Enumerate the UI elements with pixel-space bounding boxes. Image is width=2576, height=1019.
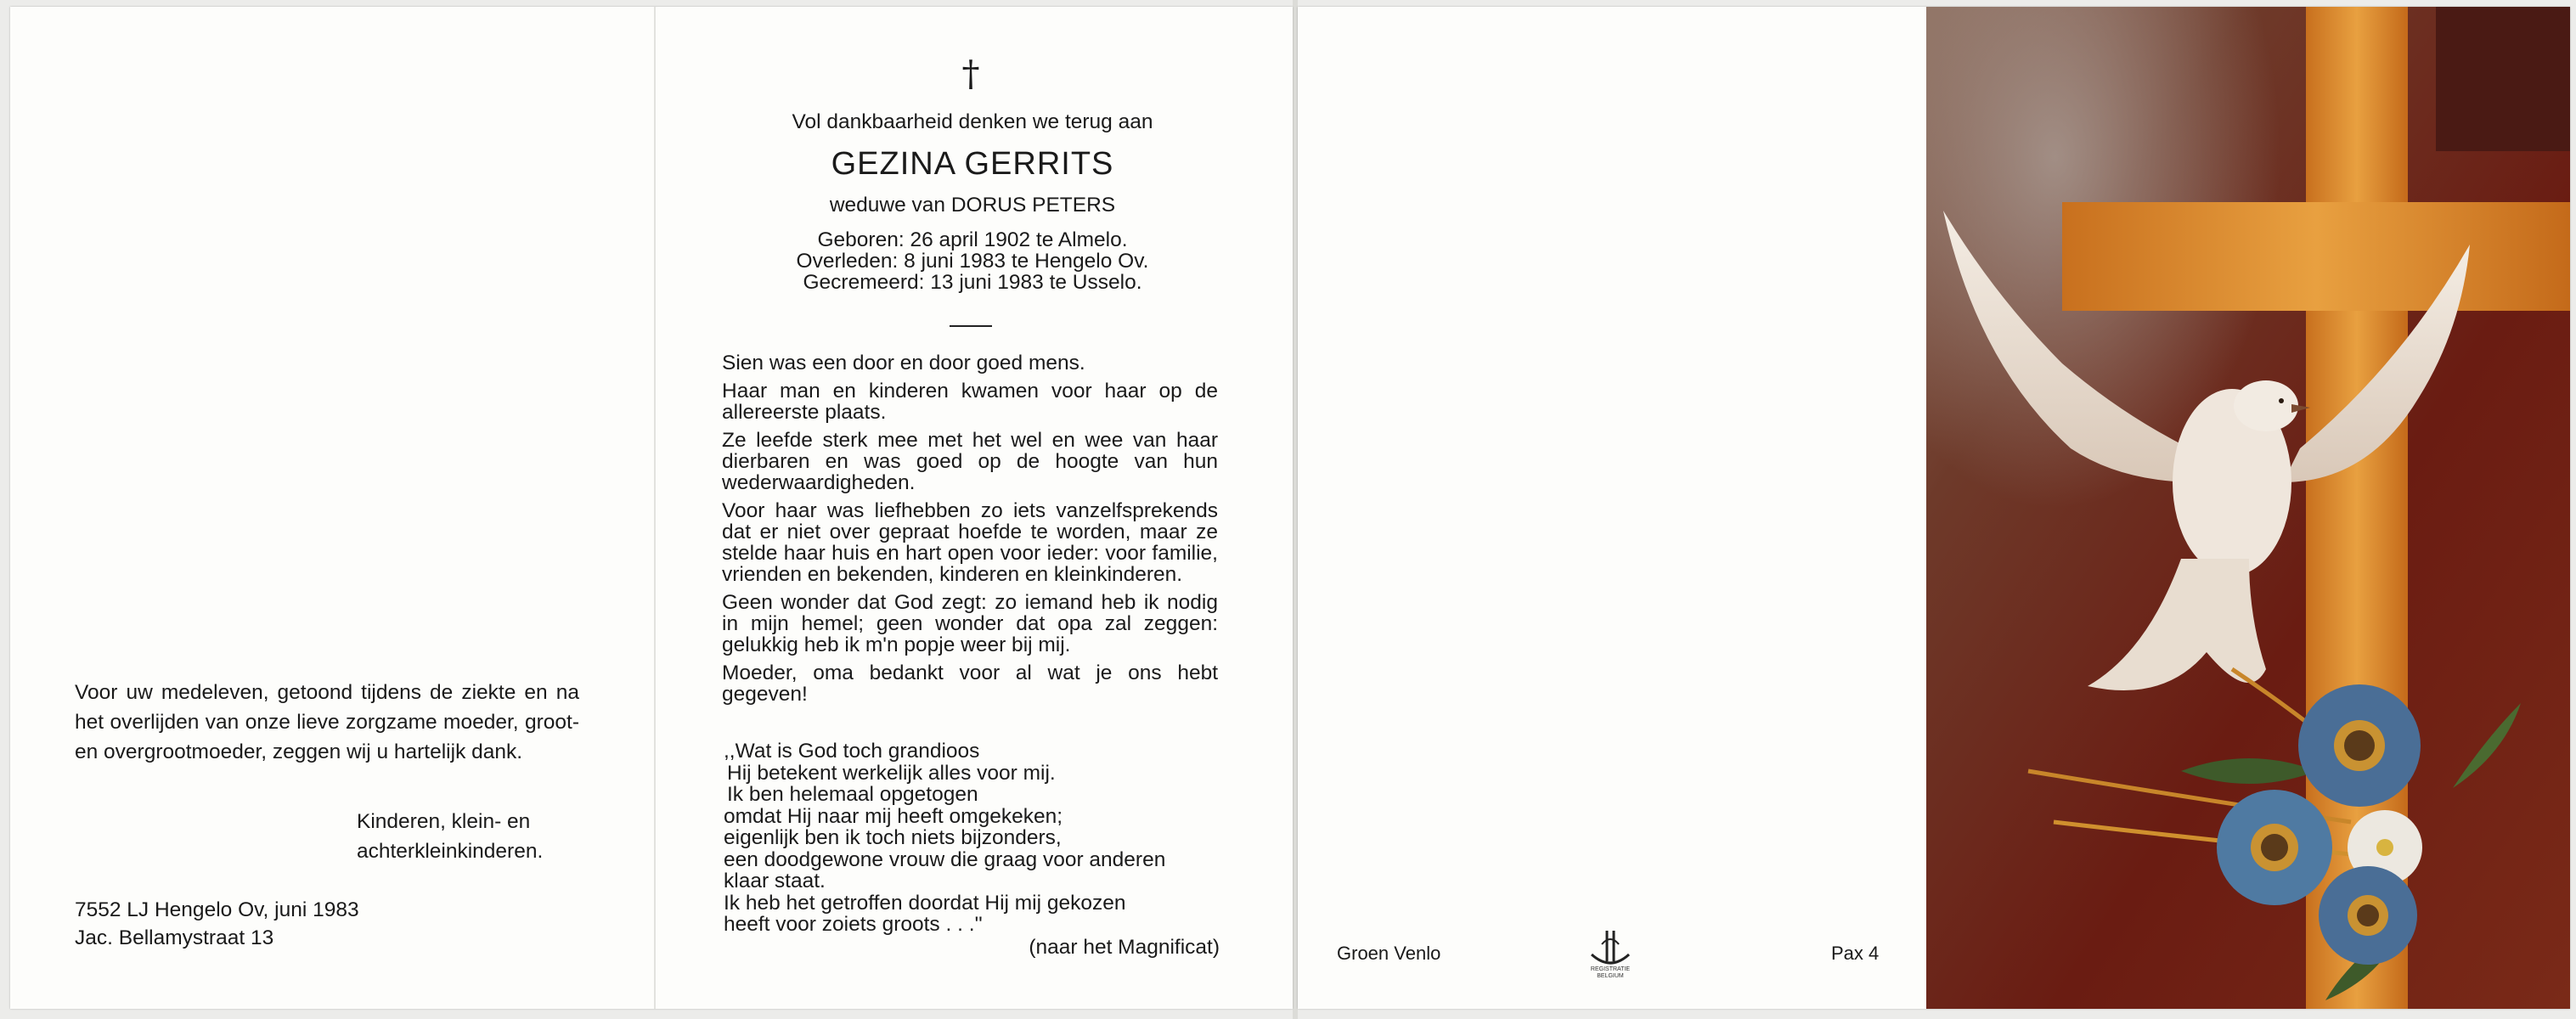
signoff-line-2: achterkleinkinderen. [357,840,544,863]
blue-flower-3 [2319,866,2417,965]
poem-line: klaar staat. [724,870,826,892]
series-label: Pax 4 [1831,943,1880,964]
life-dates [722,229,1223,293]
poem-line: Ik ben helemaal opgetogen [727,783,978,806]
poem-line: omdat Hij naar mij heeft omgekeken; [724,804,1063,828]
card-fold [654,7,656,1009]
cremated-date: Gecremeerd: 13 juni 1983 te Usselo. [803,271,1142,294]
blue-flower-1 [2298,684,2421,807]
eulogy-paragraph: Haar man en kinderen kwamen voor haar op de allereerste plaats. [722,380,1218,424]
deceased-name: GEZINA GERRITS [831,146,1114,182]
widow-of: weduwe van DORUS PETERS [829,194,1116,217]
poem-line: Hij betekent werkelijk alles voor mij. [727,761,1056,785]
intro-line: Vol dankbaarheid denken we terug aan [792,110,1153,133]
eulogy [722,352,1218,712]
dagger-cross-icon: † [961,53,980,94]
divider [950,325,992,327]
address [75,896,499,952]
poem [724,740,1220,936]
poem-line: eigenlijk ben ik toch niets bijzonders, [724,826,1062,849]
logo-caption: REGISTRATIE BELGIUM [1590,966,1631,979]
died-date: Overleden: 8 juni 1983 te Hengelo Ov. [796,250,1149,273]
eulogy-paragraph: Geen wonder dat God zegt: zo iemand heb ik nodig in mijn hemel; geen wonder dat opa zal zeggen: gelukkig heb ik m'n popje weer bij mij. [722,591,1218,656]
dove-cross-painting [1926,7,2570,1009]
publisher-label: Groen Venlo [1337,943,1441,964]
address-line-1: 7552 LJ Hengelo Ov, juni 1983 [75,898,359,921]
signoff-line-1: Kinderen, klein- en [357,810,531,833]
blue-flower-2 [2217,790,2332,905]
poem-line: ,,Wat is God toch grandioos [724,740,980,763]
eulogy-paragraph: Moeder, oma bedankt voor al wat je ons hebt gegeven! [722,662,1218,706]
signoff [357,807,612,866]
poem-line: Ik heb het getroffen doordat Hij mij gekozen [724,891,1126,915]
eulogy-paragraph: Sien was een door en door goed mens. [722,352,1085,374]
poem-line: een doodgewone vrouw die graag voor anderen [724,847,1166,871]
poem-line: heeft voor zoiets groots . . .'' [724,913,983,936]
address-line-2: Jac. Bellamystraat 13 [75,926,274,949]
attribution: (naar het Magnificat) [1029,936,1220,959]
eulogy-paragraph: Ze leefde sterk mee met het wel en wee van haar dierbaren en was goed op de hoogte van hun wederwaardigheden. [722,429,1218,494]
born-date: Geboren: 26 april 1902 te Almelo. [817,228,1128,251]
thanks-text: Voor uw medeleven, getoond tijdens de ziekte en na het overlijden van onze lieve zorgzame moeder, groot- en overgrootmoeder, zeggen wij u hartelijk dank. [75,681,579,763]
eulogy-paragraph: Voor haar was liefhebben zo iets vanzelfsprekends dat er niet over gepraat hoefde te worden, maar ze stelde haar huis en hart open voor ieder: voor familie, vrienden en bekenden, kinderen en kleinkinderen. [722,499,1218,586]
